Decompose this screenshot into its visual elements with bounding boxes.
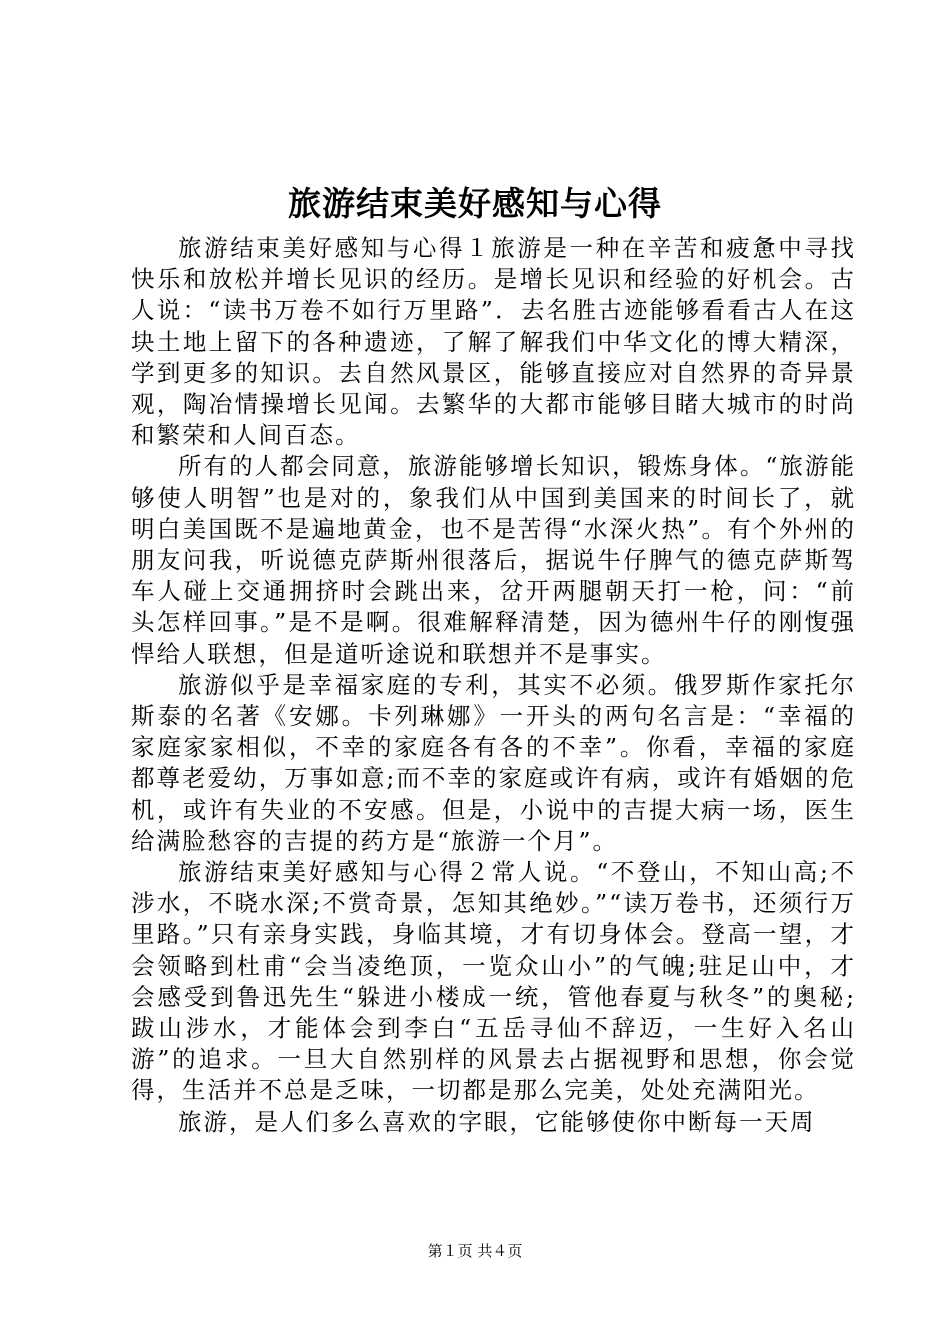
paragraph: 旅游似乎是幸福家庭的专利，其实不必须。俄罗斯作家托尔斯泰的名著《安娜。卡列琳娜》一开头的两句名言是：“幸福的家庭家家相似，不幸的家庭各有各的不幸”。你看，幸福的家庭都尊老爱幼，万事如意;而不幸的家庭或许有病，或许有婚姻的危机，或许有失业的不安感。但是，小说中的吉提大病一场，医生给满脸愁容的吉提的药方是“旅游一个月”。 [131, 670, 856, 855]
document-body [131, 233, 856, 1138]
paragraph: 旅游，是人们多么喜欢的字眼，它能够使你中断每一天周 [178, 1107, 816, 1136]
paragraph: 旅游结束美好感知与心得２常人说。“不登山，不知山高;不涉水，不晓水深;不赏奇景，怎知其绝妙。”“读万卷书，还须行万里路。”只有亲身实践，身临其境，才有切身体会。登高一望，才会领略到杜甫“会当凌绝顶，一览众山小”的气魄;驻足山中，才会感受到鲁迅先生“躲进小楼成一统，管他春夏与秋冬”的奥秘;跋山涉水，才能体会到李白“五岳寻仙不辞迈，一生好入名山游”的追求。一旦大自然别样的风景去占据视野和思想，你会觉得，生活并不总是乏味，一切都是那么完美，处处充满阳光。 [131, 858, 856, 1105]
paragraph: 所有的人都会同意，旅游能够增长知识，锻炼身体。“旅游能够使人明智”也是对的，象我们从中国到美国来的时间长了，就明白美国既不是遍地黄金，也不是苦得“水深火热”。有个外州的朋友问我，听说德克萨斯州很落后，据说牛仔脾气的德克萨斯驾车人碰上交通拥挤时会跳出来，岔开两腿朝天打一枪，问：“前头怎样回事。”是不是啊。很难解释清楚，因为德州牛仔的刚愎强悍给人联想，但是道听途说和联想并不是事实。 [131, 452, 856, 668]
paragraph: 旅游结束美好感知与心得１旅游是一种在辛苦和疲惫中寻找快乐和放松并增长见识的经历。是增长见识和经验的好机会。古人说：“读书万卷不如行万里路”．去名胜古迹能够看看古人在这块土地上留下的各种遗迹，了解了解我们中华文化的博大精深，学到更多的知识。去自然风景区，能够直接应对自然界的奇异景观，陶冶情操增长见闻。去繁华的大都市能够目睹大城市的时尚和繁荣和人间百态。 [131, 234, 856, 450]
document-title: 旅游结束美好感知与心得 [288, 184, 662, 223]
page-footer: 第１页 共４页 [427, 1242, 523, 1260]
